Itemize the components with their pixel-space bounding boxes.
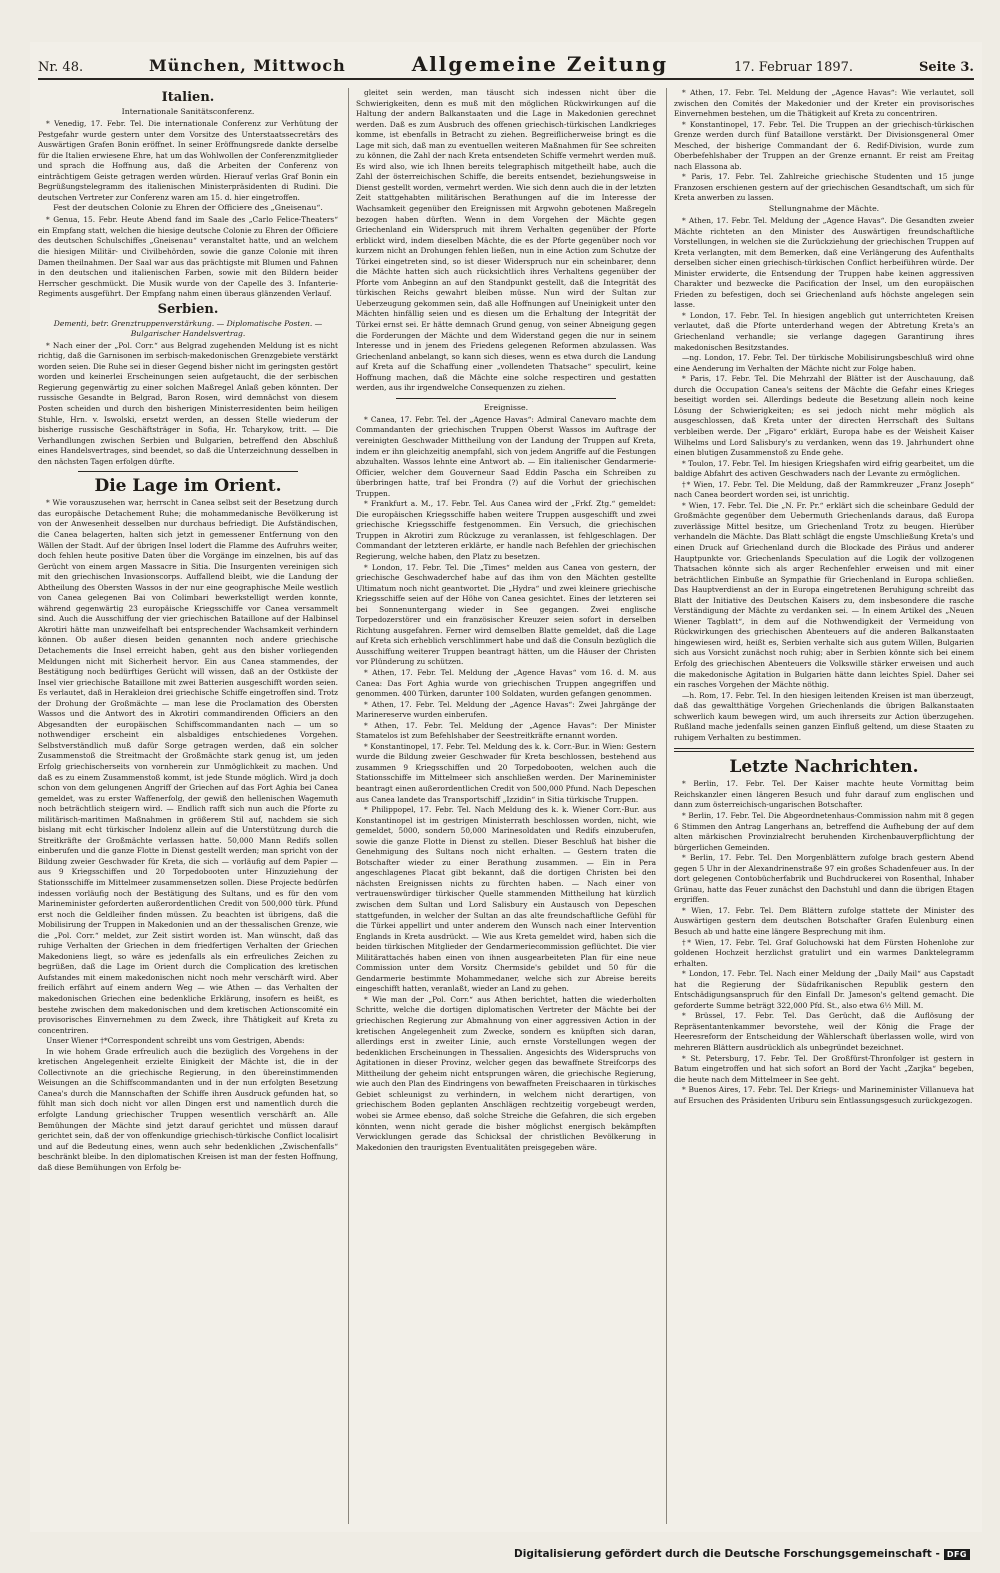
article-paragraph: * Frankfurt a. M., 17. Febr. Tel. Aus Canea wird der „Frkf. Ztg.“ gemeldet: Die europäischen Kriegsschiffe haben weitere Truppen ausgeschifft und zwei griechische Kriegsschiffe festgenommen. Ein Versuch, die griechischen Truppen in Akrotiri zum Rückzuge zu veranlassen, ist fehlgeschlagen. Der Commandant der letzteren erklärte, er handle nach Befehlen der griechischen Regierung, welche haben, den Platz zu besetzen. — [356, 499, 656, 561]
column-3 — [674, 88, 974, 1524]
article-paragraph: * Paris, 17. Febr. Tel. Die Mehrzahl der Blätter ist der Auschauung, daß durch die Occupation Canea's seitens der Mächte die Gefahr eines Krieges beseitigt worden sei. Allerdings bedeute die Besetzung allein noch keine Lösung der Schwierigkeiten; es sei jedoch nicht mehr möglich als ausgeschlossen, daß Kreta unter der directen Herrschaft des Sultans verbleiben werde. Der „Figaro“ erklärt, Europa habe es der Weisheit Kaiser Wilhelms und Lord Salisbury's zu verdanken, wenn das 19. Jahrhundert ohne einen blutigen Zusammenstoß zu Ende gehe. — [674, 374, 974, 458]
article-paragraph: * Wien, 17. Febr. Tel. Dem Blättern zufolge stattete der Minister des Auswärtigen gestern dem deutschen Botschafter Grafen Eulenburg einen Besuch ab und hatte eine längere Besprechung mit ihm. — [674, 905, 974, 937]
article-paragraph: * Wie vorauszusehen war, herrscht in Canea selbst seit der Besetzung durch das europäische Detachement Ruhe; die mohammedanische Bevölkerung ist von der Anwesenheit desselben nur durchaus befriedigt. Die Aufständischen, die Canea belagerten, halten sich jetzt in gemessener Entfernung von den Wällen der Stadt. Auf der übrigen Insel lodert die Flamme des Aufruhrs weiter, doch fehlen heute positive Daten über die Vorgänge im einzelnen, bis auf das Gerücht von einem argen Massacre in Sitia. Die Insurgenten vereinigen sich mit den griechischen Invasionscorps. Auffallend bleibt, wie die Landung der Abtheilung des Obersten Wassos in der nur eine geographische Meile westlich von Canea gelegenen Bai von Colimbari bewerkstelligt werden konnte, während gegenwärtig 23 europäische Kriegsschiffe vor Canea versammelt sind. Auch die Ausschiffung der vier griechischen Bataillone auf der Halbinsel Akrotiri hätte man unzweifelhaft bei entsprechender Wachsamkeit verhindern können. Ob außer diesen beiden genannten noch andere griechische Detachements die Insel erreicht haben, geht aus den bisher vorliegenden Meldungen nicht mit Sicherheit hervor. Ein aus Canea stammendes, der Bestätigung noch bedürftiges Gerücht will wissen, daß an der Ostküste der Insel vier griechische Bataillone mit zwei Batterien ausgeschifft worden seien. Es verlautet, daß in Herakleion drei griechische Schiffe eingetroffen sind. Trotz der Drohung der Großmächte — man lese die Proclamation des Obersten Wassos und die Antwort des in Akrotiri commandirenden Officiers an den Abgesandten der europäischen Schiffscommandanten nach — um so nothwendiger erscheint ein alsbaldiges entschiedenes Vorgehen. Selbstverständlich muß dafür Sorge getragen werden, daß ein solcher Zusammenstoß die Streitmacht der Großmächte stark genug ist, um jeden Erfolg griechischerseits von vornherein zur Unmöglichkeit zu machen. Und daß es zu einem Zusammenstoß kommt, ist jede Stunde möglich. Wird ja doch schon von dem gelungenen Angriff der Griechen auf das Fort Aghia bei Canea gemeldet, was zu erster Waffenerfolg, der gewiß den hellenischen Wagemuth noch beträchtlich steigern wird. — Endlich rafft sich nun auch die Pforte zu militärisch-maritimen Maßnahmen in größerem Stil auf, nachdem sie sich bislang mit echt türkischer Indolenz allein auf die Unterstützung durch die Streitkräfte der Großmächte verlassen hatte. 50,000 Mann Redifs sollen einberufen und die ganze Flotte in Dienst gestellt werden; man spricht von der Bildung zweier Geschwader für Kreta, die sich — vorläufig auf dem Papier — aus 9 Kriegsschiffen und 20 Torpedobooten unter Hinzuziehung der Stationsschiffe im Mittelmeer zusammensetzen sollen. Diese Projecte bedürfen indessen vorläufig noch der Bestätigung des Sultans, und es für den vom Marineminister geforderten außerordentlichen Credit von 500,000 türk. Pfund erst noch die Geldleiher finden müssen. Zu beachten ist übrigens, daß die Mobilisirung der Truppen in Makedonien und an der thessalischen Grenze, wie die „Pol. Corr.“ meldet, zur Zeit sistirt worden ist. Man wünscht, daß das ruhige Verhalten der Griechen in dem friedfertigen Verhalten der Griechen Makedoniens liegt, so wäre es jedenfalls als ein erfreuliches Zeichen zu begrüßen, daß die Lage im Orient durch die Complication des kretischen Aufstandes mit einem makedonischen nicht noch mehr verschärft wird. Aber freilich erfährt auf einem andern Weg — wie Athen — das Verhalten der makedonischen Griechen eine bedenkliche Erklärung, insofern es heißt, es bestehe zwischen dem makedonischen und dem kretischen Actionscomité ein provisorisches Einvernehmen zu dem Zweck, ihre Thätigkeit auf Kreta zu concentriren. — [38, 498, 338, 1035]
article-paragraph: * Wie man der „Pol. Corr.“ aus Athen berichtet, hatten die wiederholten Schritte, welche die dortigen diplomatischen Vertreter der Mächte bei der griechischen Regierung zur Abmahnung von einer aggressiven Action in der kretischen Angelegenheit zum Zwecke, sondern es knüpften sich daran, allerdings erst in zweiter Linie, auch ernste Vorstellungen wegen der bedenklichen Erscheinungen in Thessalien. Angesichts des Widerspruchs von Agitationen in dieser Provinz, welcher gegen das bewaffnete Streifcorps des Mittheilung der geheim nicht entsprungen wären, die griechische Regierung, wie auch den Plan des Eindringens von bewaffneten Freischaaren in türkisches Gebiet schleunigst zu verhindern, in welchem nicht derartigen, von griechischem Boden geplanten Anschlägen rechtzeitig vorgebeugt werden, wobei sie Armee ebenso, daß solche Streiche die Gefahren, die sich ergeben könnten, wenn nicht gerade die bisher möglichst energisch bekämpften Verwicklungen gerade das Schicksal der christlichen Bevölkerung in Makedonien den traurigsten Eventualitäten preisgegeben wäre. — [356, 994, 656, 1152]
column-1 — [38, 88, 338, 1524]
article-paragraph: †* Wien, 17. Febr. Tel. Die Meldung, daß der Rammkreuzer „Franz Joseph“ nach Canea beordert worden sei, ist unrichtig. — [674, 479, 974, 500]
subheading: Stellungnahme der Mächte. — [768, 204, 880, 214]
masthead — [38, 48, 974, 80]
city-day: München, Mittwoch — [149, 56, 346, 75]
issue-number: Nr. 48. — [38, 60, 84, 75]
article-paragraph: —h. Rom, 17. Febr. Tel. In den hiesigen leitenden Kreisen ist man überzeugt, daß das gewaltthätige Vorgehen Griechenlands die übrigen Balkanstaaten schwerlich kaum bewegen wird, um auch ihrerseits zur Action überzugehen. Rußland mache jedenfalls seinen ganzen Einfluß geltend, um diese Staaten zu ruhigem Verhalten zu bestimmen. — [674, 690, 974, 742]
column-divider — [666, 88, 667, 1524]
dfg-logo: DFG — [944, 1549, 970, 1560]
article-paragraph: * London, 17. Febr. Tel. In hiesigen angeblich gut unterrichteten Kreisen verlautet, daß die Pforte unterderhand wegen der Abtretung Kreta's an Griechenland verhandle; sie verlange dagegen Garantirung ihres makedonischen Besitzstandes. — [674, 310, 974, 352]
article-paragraph: In wie hohem Grade erfreulich auch die bezüglich des Vorgehens in der kretischen Angelegenheit erzielte Einigkeit der Mächte ist, die in der Collectivnote an die griechische Regierung, in den übereinstimmenden Weisungen an die Schiffscommandanten und in der nun erfolgten Besetzung Canea's durch die Mannschaften der Schiffe ihren Ausdruck gefunden hat, so fühlt man sich doch nicht vor allen Dingen erst und namentlich durch die erfolgte Landung griechischer Truppen wesentlich verschärft an. Alle Bemühungen der Mächte sind jetzt darauf gerichtet und müssen darauf gerichtet sein, daß der von offenkundige griechisch-türkische Conflict localisirt und auf die Bedeutung eines, wenn auch sehr bedenklichen „Zwischenfalls“ beschränkt bleibe. In den diplomatischen Kreisen ist man der festen Hoffnung, daß diese Bemühungen von Erfolg be- — [38, 1046, 338, 1172]
issue-date: 17. Februar 1897. — [734, 60, 854, 75]
article-paragraph: * Athen, 17. Febr. Tel. Meldung der „Agence Havas“: Der Minister Stamatelos ist zum Befehlshaber der Seestreitkräfte ernannt worden. — [356, 720, 656, 741]
article-paragraph: * Konstantinopel, 17. Febr. Tel. Die Truppen an der griechisch-türkischen Grenze werden durch fünf Bataillone verstärkt. Der Divisionsgeneral Omer Mesched, der bisherige Commandant der 6. Redif-Division, wurde zum Oberbefehlshaber der Truppen an der Grenze ernannt. Er reist am Freitag nach Elassona ab. — [674, 119, 974, 171]
article-paragraph: * London, 17. Febr. Tel. Nach einer Meldung der „Daily Mail“ aus Capstadt hat die Regierung der Südafrikanischen Republik gestern den Entschädigungsanspruch für den Einfall Dr. Jameson's geltend gemacht. Die geforderte Summe beträgt 322,000 Pfd. St., also etwa 6½ Mill. M. — [674, 969, 974, 1010]
page-number: Seite 3. — [918, 60, 974, 75]
footer-text: Digitalisierung gefördert durch die Deutsche Forschungsgemeinschaft - — [514, 1548, 940, 1560]
article-paragraph: * Athen, 17. Febr. Tel. Meldung der „Agence Havas“: Zwei Jahrgänge der Marinereserve wurden einberufen. — [356, 699, 656, 720]
section-heading-orient: Die Lage im Orient. — [94, 476, 282, 497]
divider — [674, 748, 974, 752]
article-paragraph: * Athen, 17. Febr. Tel. Meldung der „Agence Havas“: Wie verlautet, soll zwischen den Comités der Makedonier und der Kreter ein provisorisches Einvernehmen bestehen, um die Thätigkeit auf Kreta zu concentriren. — [674, 88, 974, 119]
column-2 — [356, 88, 656, 1524]
subheading: Internationale Sanitätsconferenz. — [121, 107, 255, 116]
subheading-ereignisse: Ereignisse. — [483, 402, 529, 412]
article-paragraph: * Philippopel, 17. Febr. Tel. Nach Meldung des k. k. Wiener Corr.-Bur. aus Konstantinopel ist im gestrigen Ministerrath beschlossen worden, nicht, wie gemeldet, 5000, sondern 50,000 Marinesoldaten und Redifs einzuberufen, sowie die ganze Flotte in Dienst zu stellen. Dieser Beschluß hat bisher die Genehmigung des Sultans noch nicht erhalten. — Gestern traten die Botschafter wieder zu einer Berathung zusammen. — Ein in Pera angeschlagenes Placat gibt bekannt, daß die dortigen Christen bei den nächsten Ereignissen nichts zu fürchten haben. — Nach einer von vertrauenswürdiger türkischer Quelle stammenden Mittheilung hat kürzlich zwischen dem Sultan und Lord Salisbury ein Austausch von Depeschen stattgefunden, in welcher der Sultan an das alte freundschaftliche Gefühl für die Türkei appellirt und unter anderem den Wunsch nach einer Intervention Englands in Kreta ausdrückt. — Wie aus Kreta gemeldet wird, haben sich die beiden türkischen Mitglieder der Gendarmeriecommission geflüchtet. Die vier Militärattachés haben einen von ihnen ausgearbeiteten Plan für eine neue Commission unter dem Vorsitz Chermside's gebildet und 50 für die Gendarmerie bestimmte Mohammedaner, welche sich zur Abreise bereits eingeschifft hatten, veranlaßt, wieder an Land zu gehen. — [356, 805, 656, 994]
divider — [396, 398, 616, 399]
column-divider — [348, 88, 349, 1524]
article-paragraph: * Berlin, 17. Febr. Tel. Die Abgeordnetenhaus-Commission nahm mit 8 gegen 6 Stimmen den Antrag Langerhans an, betreffend die Aufhebung der auf dem alten märkischen Provinzialrecht beruhenden Kirchenbauverpflichtung der bürgerlichen Gemeinden. — [674, 811, 974, 852]
article-paragraph: * Brüssel, 17. Febr. Tel. Das Gerücht, daß die Auflösung der Repräsentantenkammer bevorstehe, weil der König die Frage der Heeresreform der Entscheidung der Wählerschaft überlassen wolle, wird von mehreren Blättern ausdrücklich als unbegründet bezeichnet. — [674, 1011, 974, 1053]
article-paragraph: gleitet sein werden, man täuscht sich indessen nicht über die Schwierigkeiten, denn es muß mit den möglichen Rückwirkungen auf die Haltung der andern Balkanstaaten und die Lage in Makedonien gerechnet werden. Daß es zum Ausbruch des offenen griechisch-türkischen Landkrieges komme, ist ebenfalls in Betracht zu ziehen. Begreiflicherweise bringt es die Lage mit sich, daß man zu eventuellen weiteren Maßnahmen für See schreiten zu können, die Zahl der nach Kreta entsendeten Schiffe vermehrt werden muß. Es wird also, wie ich Ihnen bereits telegraphisch mitgetheilt habe, auch die Zahl der österreichischen Schiffe, die bereits entsendet, beziehungsweise in Dienst gestellt worden, vermehrt werden. Wie sich denn auch die in der letzten Zeit stattgehabten militärischen Berathungen auf die im Interesse der Wachsamkeit gegenüber den Ereignissen mit Argwohn gebotenen Maßregeln bezogen haben dürften. Wenn in dem Vorgehen der Mächte gegen Griechenland ein Widerspruch mit ihrem Verhalten gegenüber der Pforte erblickt wird, indem dieselben Mächte, die es der Pforte gegenüber noch vor kurzem nicht an Drohungen fehlen ließen, nun in eine Action zum Schutze der Türkei eingetreten sind, so ist dieser Widerspruch nur ein scheinbarer, denn die Mächte hatten sich auch rücksichtlich ihres Verhaltens gegenüber der Pforte vom Anbeginn an auf den Standpunkt gestellt, daß die Integrität des türkischen Reichs gewahrt bleiben müsse. Nun wird der Sultan zur Ueberzeugung gekommen sein, daß alle Hoffnungen auf Uneinigkeit unter den Mächten hinfällig seien und es diesen um die Erhaltung der Integrität der Türkei ernst sei. Er hätte demnach Grund genug, von seiner Abneigung gegen die Forderungen der Mächte und dem Widerstand gegen die nur in seinem Interesse und in jenem des Friedens gelegenen Reformen abzulassen. Was Griechenland anbelangt, so kann sich dieses, wenn es etwa durch die Landung auf Kreta auf die Schaffung einer „vollendeten Thatsache“ speculirt, keine Hoffnung machen, daß die Mächte eine solche respectiren und gestatten werden, aus ihr irgendwelche Consequenzen zu ziehen. — [356, 88, 656, 393]
section-heading-italien: Italien. — [161, 90, 215, 105]
article-paragraph: —ng. London, 17. Febr. Tel. Der türkische Mobilisirungsbeschluß wird ohne eine Aenderung im Verhalten der Mächte nicht zur Folge haben. — [674, 353, 974, 373]
digitization-footer — [514, 1548, 970, 1560]
newspaper-page — [30, 42, 982, 1532]
article-paragraph: * Berlin, 17. Febr. Tel. Der Kaiser machte heute Vormittag beim Reichskanzler einen längeren Besuch und fuhr darauf zum englischen und dann zum österreichisch-ungarischen Botschafter. — [674, 779, 974, 810]
newspaper-title: Allgemeine Zeitung — [411, 52, 669, 76]
section-heading-serbien: Serbien. — [157, 301, 219, 317]
article-paragraph: Unser Wiener †*Correspondent schreibt uns vom Gestrigen, Abends: — [46, 1036, 305, 1046]
article-paragraph: * Buenos Aires, 17. Febr. Tel. Der Kriegs- und Marineminister Villanueva hat auf Ersuchen des Präsidenten Uriburu sein Entlassungsgesuch zurückgezogen. — [674, 1085, 974, 1105]
article-paragraph: * Toulon, 17. Febr. Tel. Im hiesigen Kriegshafen wird eifrig gearbeitet, um die baldige Abfahrt des activen Geschwaders nach der Levante zu ermöglichen. — [674, 458, 974, 479]
article-paragraph: * Genua, 15. Febr. Heute Abend fand im Saale des „Carlo Felice-Theaters“ ein Empfang statt, welchen die hiesige deutsche Colonie zu Ehren der Officiere des deutschen Schulschiffes „Gneisenau“ veranstaltet hatte, und an welchem die hiesigen Militär- und Civilbehörden, sowie die ganze Colonie mit ihren Damen theilnahmen. Der Saal war aus das prächtigste mit Blumen und Fahnen in den deutschen und italienischen Farben, sowie mit den Bildern beider Herrscher geschmückt. Die Musik wurde von der Capelle des 3. Infanterie-Regiments ausgeführt. Der Empfang nahm einen überaus glänzenden Verlauf. — [38, 215, 338, 299]
article-paragraph: * Athen, 17. Febr. Tel. Meldung der „Agence Havas“ vom 16. d. M. aus Canea: Das Fort Aghia wurde von griechischen Truppen angegriffen und genommen. 400 Türken, darunter 100 Soldaten, wurden gefangen genommen. — [356, 667, 656, 699]
article-paragraph: * Berlin, 17. Febr. Tel. Den Morgenblättern zufolge brach gestern Abend gegen 5 Uhr in der Alexandrinenstraße 97 ein großes Schadenfeuer aus. In der dort gelegenen Contobücherfabrik und Buchdruckerei von Rosenthal, Inhaber Grünau, hatte das Feuer zunächst den Dachstuhl und dann die übrigen Etagen ergriffen. — [674, 853, 974, 905]
article-paragraph: * Canea, 17. Febr. Tel. der „Agence Havas“: Admiral Canevaro machte dem Commandanten der griechischen Truppen Oberst Wassos im Auftrage der vereinigten Geschwader Mittheilung von der Landung der Truppen auf Kreta, indem er ihn gleichzeitig anempfahl, sich von jedem Angriffe auf die Festungen abzuhalten. Wassos lehnte eine Antwort ab. — Ein italienischer Gendarmerie-Officier, welcher dem Gouverneur Saad Eddin Pascha ein Schreiben zu überbringen hatte, traf bei Frondra (?) auf die Vorhut der griechischen Truppen. — [356, 414, 656, 498]
subheading: Fest der deutschen Colonie zu Ehren der Officiere des „Gneisenau“. — [53, 203, 323, 213]
subheading: Dementi, betr. Grenztruppenverstärkung. — Diplomatische Posten. — Bulgarischer Handelsvertrag. — [53, 318, 323, 338]
article-paragraph: * Athen, 17. Febr. Tel. Meldung der „Agence Havas“. Die Gesandten zweier Mächte richteten an den Minister des Auswärtigen freundschaftliche Vorstellungen, in welchen sie die Zurückziehung der griechischen Truppen auf Kreta verlangten, mit dem Bemerken, daß eine Verlängerung des Aufenthalts derselben sicher einen griechisch-türkischen Conflict herbeiführen würde. Der Minister erwiderte, die Entsendung der Truppen habe keinen aggressiven Charakter und bezwecke die Pacification der Insel, um den europäischen Frieden zu befestigen, doch sei Griechenland aufs höchste angelegen sein lasse. — [674, 216, 974, 310]
article-paragraph: * London, 17. Febr. Tel. Die „Times“ melden aus Canea von gestern, der griechische Geschwaderchef habe auf das ihm von den Mächten gestellte Ultimatum noch nicht geantwortet. Die „Hydra“ und zwei kleinere griechische Kriegsschiffe seien auf der Höhe von Canea gesichtet. Eines der letzteren sei bei Sonnenuntergang wieder in See gegangen. Zwei englische Torpedozerstörer und ein französischer Kreuzer seien sofort in derselben Richtung ausgefahren. Ferner wird demselben Blatte gemeldet, daß die Lage auf Kreta sich erheblich verschlimmert habe und daß die Consuln bezüglich die Ausschiffung weiterer Truppen beantragt hätten, um die Häuser der Christen vor Plünderung zu schützen. — [356, 562, 656, 667]
section-heading-letzte-nachrichten: Letzte Nachrichten. — [729, 757, 919, 778]
article-paragraph: * Konstantinopel, 17. Febr. Tel. Meldung des k. k. Corr.-Bur. in Wien: Gestern wurde die Bildung zweier Geschwader für Kreta beschlossen, bestehend aus zusammen 9 Kriegsschiffen und 20 Torpedobooten, welchen auch die Stationsschiffe im Mittelmeer sich anschließen werden. Der Marineminister beantragt einen außerordentlichen Credit von 500,000 Pfund. Nach Depeschen aus Canea landete das Transportschiff „Izzidin“ in Sitia türkische Truppen. — [356, 741, 656, 804]
article-paragraph: * St. Petersburg, 17. Febr. Tel. Der Großfürst-Thronfolger ist gestern in Batum eingetroffen und hat sich sofort an Bord der Yacht „Zarjka“ begeben, die heute nach dem Mittelmeer in See geht. — [674, 1053, 974, 1084]
article-paragraph: †* Wien, 17. Febr. Tel. Graf Goluchowski hat dem Fürsten Hohenlohe zur goldenen Hochzeit herzlichst gratulirt und ein warmes Danktelegramm erhalten. — [674, 937, 974, 968]
article-paragraph: * Venedig, 17. Febr. Tel. Die internationale Conferenz zur Verhütung der Pestgefahr wurde gestern unter dem Vorsitze des Unterstaatssecretärs des Auswärtigen Grafen Bonin eröffnet. In seiner Eröffnungsrede dankte derselbe für die Italien erwiesene Ehre, hat um das Wohlwollen der Conferenzmitglieder und sprach die Hoffnung aus, daß die Arbeiten der Conferenz von einträchtigem Geiste getragen werden würden. Hierauf verlas Graf Bonin ein Begrüßungstelegramm des italienischen Ministerpräsidenten di Rudini. Die deutschen Vertreter zur Conferenz waren am 15. d. hier eingetroffen. — [38, 119, 338, 202]
article-paragraph: * Wien, 17. Febr. Tel. Die „N. Fr. Pr.“ erklärt sich die scheinbare Geduld der Großmächte gegenüber dem Uebermuth Griechenlands daraus, daß Europa zuverlässige Mittel besitze, um Griechenland Trotz zu beugen. Hierüber verhandeln die Mächte. Das Blatt schlägt die engste Umschließung Kreta's und einen Druck auf Griechenland durch die Blockade des Piräus und anderer Hauptpunkte vor. Griechenlands Speculation auf die Logik der vollzogenen Thatsachen könnte sich als arger Rechenfehler erweisen und mit einer beträchtlichen Einbuße an Sympathie für Griechenland in Europa schließen. Das Hauptverdienst an der in Europa eingetretenen Beruhigung schreibt das Blatt der Initiative des Deutschen Kaisers zu, dem insbesondere die rasche Verständigung der Mächte zu verdanken sei. — In einem Artikel des „Neuen Wiener Tagblatt“, in dem auf die Nothwendigkeit der Vermeidung von Rückwirkungen des griechischen Abenteuers auf die anderen Balkanstaaten hingewiesen wird, heißt es, Serbien verhalte sich aus gutem Willen, Bulgarien sich aus Vorsicht zunächst noch ruhig; aber in Serbien könnte sich bei einem Erfolg des griechischen Abenteuers die Volkswille stärker erweisen und auch die makedonische Agitation in Bulgarien hätte dann leichtes Spiel. Daher sei ein rasches Vorgehen der Mächte nöthig. — [674, 500, 974, 690]
article-paragraph: * Nach einer der „Pol. Corr.“ aus Belgrad zugehenden Meldung ist es nicht richtig, daß die Garnisonen im serbisch-makedonischen Grenzgebiete verstärkt worden seien. Die Ruhe sei in dieser Gegend bisher nicht im geringsten gestört worden und keinerlei Erscheinungen seien aufgetaucht, die der serbischen Regierung gegenwärtig zu einer solchen Maßregel Anlaß geben könnten. Der russische Gesandte in Belgrad, Baron Rosen, wird demnächst von diesem Posten scheiden und durch den bisherigen Ministerresidenten beim heiligen Stuhle, Hrn. v. Iswolski, ersetzt werden, an dessen Stelle wiederum der bisherige russische Geschäftsträger in Sofia, Hr. Tcharykow, tritt. — Die Verhandlungen zwischen Serbien und Bulgarien, betreffend den Abschluß eines Handelsvertrages, sind beendet, so daß die Unterzeichnung desselben in den nächsten Tagen erfolgen dürfte. — [38, 340, 338, 466]
article-paragraph: * Paris, 17. Febr. Tel. Zahlreiche griechische Studenten und 15 junge Franzosen erschienen gestern auf der griechischen Gesandtschaft, um sich für Kreta anwerben zu lassen. — [674, 172, 974, 203]
divider — [78, 471, 298, 472]
